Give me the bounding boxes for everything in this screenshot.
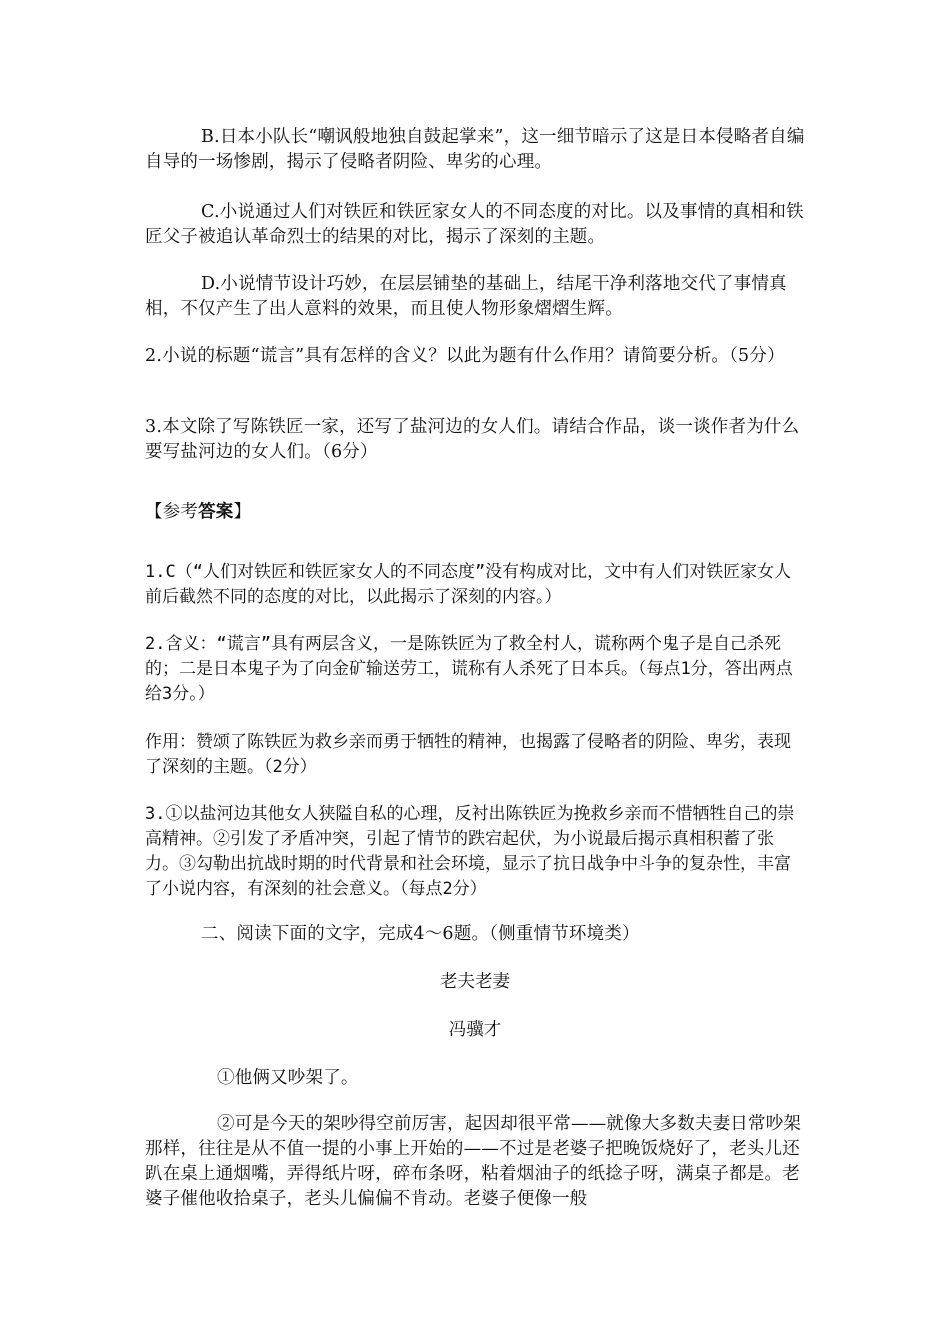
answer-2-effect: 作用：赞颂了陈铁匠为救乡亲而勇于牺牲的精神，也揭露了侵略者的阴险、卑劣，表现了深刻的主题。（2分） [145,732,791,777]
story-author: 冯骥才 [448,1020,502,1040]
paragraph-2: ②可是今天的架吵得空前厉害，起因却很平常——就像大多数夫妻日常吵架那样，往往是从不值一提的小事上开始的——不过是老婆子把晚饭烧好了，老头儿还趴在桌上通烟嘴，弄得纸片呀，碎布条呀，粘着烟油子的纸捻子呀，满桌子都是。老婆子催他收拾桌子，老头儿偏偏不肯动。老婆子便像一般 [145,1114,802,1209]
answer-3: 3.①以盐河边其他女人狭隘自私的心理，反衬出陈铁匠为挽救乡亲而不惜牺牲自己的崇高精神。②引发了矛盾冲突，引起了情节的跌宕起伏，为小说最后揭示真相积蓄了张力。③勾勒出抗战时期的时代背景和社会环境，显示了抗日战争中斗争的复杂性，丰富了小说内容，有深刻的社会意义。（每点2分） [145,804,795,899]
answer-1: 1.C（“人们对铁匠和铁匠家女人的不同态度”没有构成对比，文中有人们对铁匠家女人前后截然不同的态度的对比，以此揭示了深刻的内容。） [145,562,792,607]
option-d: D.小说情节设计巧妙，在层层铺垫的基础上，结尾干净利落地交代了事情真相，不仅产生了出人意料的效果，而且使人物形象熠熠生辉。 [145,274,787,319]
question-3: 3.本文除了写陈铁匠一家，还写了盐河边的女人们。请结合作品，谈一谈作者为什么要写盐河边的女人们。（6分） [145,417,800,462]
answer-2: 2.含义：“谎言”具有两层含义，一是陈铁匠为了救全村人，谎称两个鬼子是自己杀死的；二是日本鬼子为了向金矿输送劳工，谎称有人杀死了日本兵。（每点1分，答出两点给3分。） [145,634,793,704]
section-2-intro: 二、阅读下面的文字，完成4～6题。（侧重情节环境类） [201,924,640,944]
answers-heading-prefix: 【参考 [145,502,199,522]
answers-heading [145,500,805,525]
paragraph-1: ①他俩又吵架了。 [217,1068,359,1088]
option-c: C.小说通过人们对铁匠和铁匠家女人的不同态度的对比。以及事情的真相和铁匠父子被追认革命烈士的结果的对比，揭示了深刻的主题。 [145,202,804,247]
answers-heading-bold: 答案 [198,502,234,522]
answers-heading-suffix: 】 [233,502,252,522]
option-b: B.日本小队长“嘲讽般地独自鼓起掌来”，这一细节暗示了这是日本侵略者自编自导的一场惨剧，揭示了侵略者阴险、卑劣的心理。 [145,127,805,172]
story-title: 老夫老妻 [440,972,510,992]
question-2: 2.小说的标题“谎言”具有怎样的含义？以此为题有什么作用？请简要分析。（5分） [145,346,785,366]
